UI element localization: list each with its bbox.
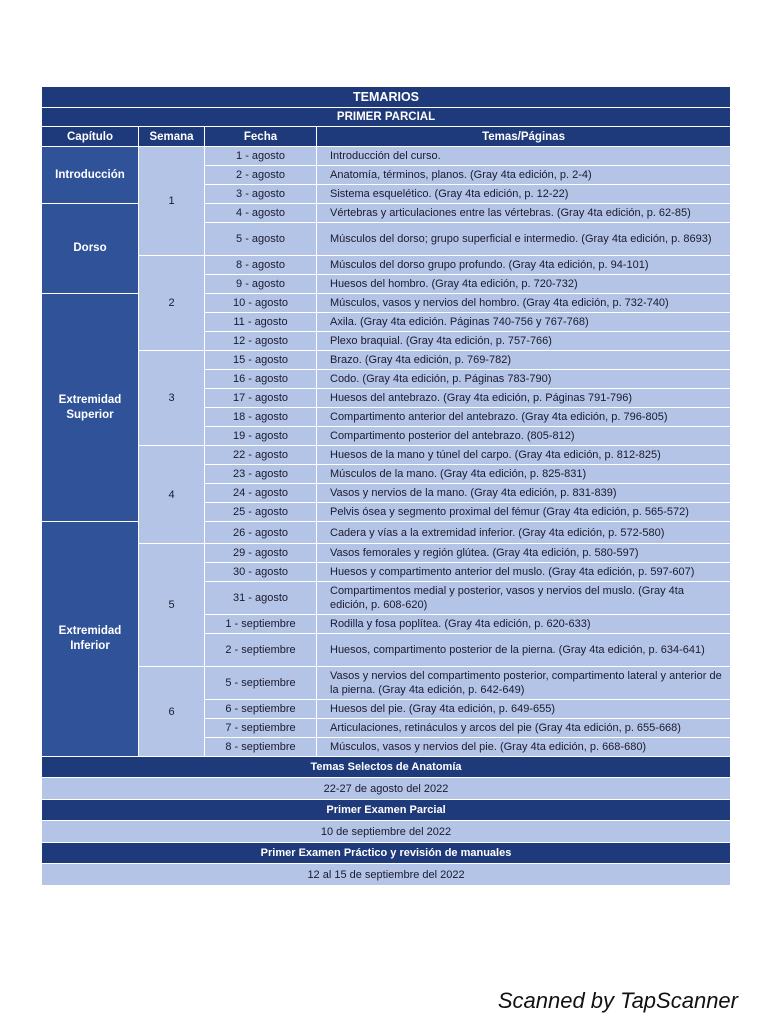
row-topic: Vasos y nervios de la mano. (Gray 4ta edición, p. 831-839): [317, 484, 731, 503]
row-date: 26 - agosto: [205, 522, 317, 544]
row-date: 19 - agosto: [205, 427, 317, 446]
row-date: 11 - agosto: [205, 313, 317, 332]
row-topic: Plexo braquial. (Gray 4ta edición, p. 757-766): [317, 332, 731, 351]
row-topic: Vasos femorales y región glútea. (Gray 4ta edición, p. 580-597): [317, 544, 731, 563]
row-topic: Huesos del hombro. (Gray 4ta edición, p. 720-732): [317, 275, 731, 294]
row-date: 9 - agosto: [205, 275, 317, 294]
table-row: [42, 544, 731, 563]
row-topic: Huesos del antebrazo. (Gray 4ta edición, p. Páginas 791-796): [317, 389, 731, 408]
syllabus-table: [41, 86, 731, 886]
column-header-semana: Semana: [139, 127, 205, 147]
row-topic: Brazo. (Gray 4ta edición, p. 769-782): [317, 351, 731, 370]
row-date: 2 - agosto: [205, 166, 317, 185]
section-date-temas-selectos: 22-27 de agosto del 2022: [42, 778, 731, 800]
table-title: TEMARIOS: [42, 87, 731, 108]
row-date: 4 - agosto: [205, 204, 317, 223]
row-date: 30 - agosto: [205, 563, 317, 582]
week-1: 1: [139, 147, 205, 256]
table-row: [42, 256, 731, 275]
row-topic: Axila. (Gray 4ta edición. Páginas 740-756 y 767-768): [317, 313, 731, 332]
table-row: [42, 351, 731, 370]
row-date: 17 - agosto: [205, 389, 317, 408]
row-date: 1 - septiembre: [205, 615, 317, 634]
row-date: 1 - agosto: [205, 147, 317, 166]
chapter-extremidad-superior: Extremidad Superior: [42, 294, 139, 522]
section-title-primer-examen: Primer Examen Parcial: [42, 800, 731, 821]
row-topic: Músculos del dorso; grupo superficial e intermedio. (Gray 4ta edición, p. 8693): [317, 223, 731, 256]
row-topic: Cadera y vías a la extremidad inferior. (Gray 4ta edición, p. 572-580): [317, 522, 731, 544]
week-3: 3: [139, 351, 205, 446]
week-5: 5: [139, 544, 205, 667]
row-date: 29 - agosto: [205, 544, 317, 563]
row-date: 5 - agosto: [205, 223, 317, 256]
row-date: 23 - agosto: [205, 465, 317, 484]
row-topic: Músculos del dorso grupo profundo. (Gray 4ta edición, p. 94-101): [317, 256, 731, 275]
table-row: [42, 147, 731, 166]
row-date: 6 - septiembre: [205, 700, 317, 719]
section-title-temas-selectos: Temas Selectos de Anatomía: [42, 757, 731, 778]
chapter-extremidad-inferior: Extremidad Inferior: [42, 522, 139, 757]
table-subtitle: PRIMER PARCIAL: [42, 108, 731, 127]
row-topic: Huesos del pie. (Gray 4ta edición, p. 649-655): [317, 700, 731, 719]
row-date: 24 - agosto: [205, 484, 317, 503]
row-topic: Compartimento posterior del antebrazo. (805-812): [317, 427, 731, 446]
row-date: 25 - agosto: [205, 503, 317, 522]
row-date: 8 - agosto: [205, 256, 317, 275]
row-topic: Compartimento anterior del antebrazo. (Gray 4ta edición, p. 796-805): [317, 408, 731, 427]
row-date: 16 - agosto: [205, 370, 317, 389]
row-topic: Anatomía, términos, planos. (Gray 4ta edición, p. 2-4): [317, 166, 731, 185]
row-topic: Vértebras y articulaciones entre las vértebras. (Gray 4ta edición, p. 62-85): [317, 204, 731, 223]
week-6: 6: [139, 667, 205, 757]
row-topic: Sistema esquelético. (Gray 4ta edición, p. 12-22): [317, 185, 731, 204]
row-topic: Introducción del curso.: [317, 147, 731, 166]
scanner-watermark: Scanned by TapScanner: [497, 988, 738, 1013]
row-date: 12 - agosto: [205, 332, 317, 351]
row-topic: Articulaciones, retináculos y arcos del pie (Gray 4ta edición, p. 655-668): [317, 719, 731, 738]
row-topic: Pelvis ósea y segmento proximal del fémur (Gray 4ta edición, p. 565-572): [317, 503, 731, 522]
row-topic: Huesos, compartimento posterior de la pierna. (Gray 4ta edición, p. 634-641): [317, 634, 731, 667]
week-4: 4: [139, 446, 205, 544]
row-date: 10 - agosto: [205, 294, 317, 313]
row-topic: Músculos de la mano. (Gray 4ta edición, p. 825-831): [317, 465, 731, 484]
row-date: 18 - agosto: [205, 408, 317, 427]
row-date: 15 - agosto: [205, 351, 317, 370]
row-topic: Huesos y compartimento anterior del muslo. (Gray 4ta edición, p. 597-607): [317, 563, 731, 582]
column-header-capitulo: Capítulo: [42, 127, 139, 147]
row-date: 5 - septiembre: [205, 667, 317, 700]
row-date: 31 - agosto: [205, 582, 317, 615]
syllabus-sheet: [41, 86, 730, 886]
row-topic: Compartimentos medial y posterior, vasos y nervios del muslo. (Gray 4ta edición, p. 608-620): [317, 582, 731, 615]
week-2: 2: [139, 256, 205, 351]
row-topic: Músculos, vasos y nervios del hombro. (Gray 4ta edición, p. 732-740): [317, 294, 731, 313]
section-date-primer-examen: 10 de septiembre del 2022: [42, 821, 731, 843]
row-topic: Huesos de la mano y túnel del carpo. (Gray 4ta edición, p. 812-825): [317, 446, 731, 465]
row-topic: Vasos y nervios del compartimento posterior, compartimento lateral y anterior de la pierna. (Gray 4ta edición, p. 642-649): [317, 667, 731, 700]
chapter-dorso: Dorso: [42, 204, 139, 294]
row-date: 8 - septiembre: [205, 738, 317, 757]
row-topic: Rodilla y fosa poplítea. (Gray 4ta edición, p. 620-633): [317, 615, 731, 634]
row-topic: Codo. (Gray 4ta edición, p. Páginas 783-790): [317, 370, 731, 389]
row-date: 7 - septiembre: [205, 719, 317, 738]
section-date-examen-practico: 12 al 15 de septiembre del 2022: [42, 864, 731, 886]
chapter-introduccion: Introducción: [42, 147, 139, 204]
row-date: 2 - septiembre: [205, 634, 317, 667]
table-row: [42, 667, 731, 700]
row-date: 3 - agosto: [205, 185, 317, 204]
column-header-fecha: Fecha: [205, 127, 317, 147]
row-date: 22 - agosto: [205, 446, 317, 465]
row-topic: Músculos, vasos y nervios del pie. (Gray 4ta edición, p. 668-680): [317, 738, 731, 757]
section-title-examen-practico: Primer Examen Práctico y revisión de manuales: [42, 843, 731, 864]
column-header-temas: Temas/Páginas: [317, 127, 731, 147]
table-row: [42, 446, 731, 465]
